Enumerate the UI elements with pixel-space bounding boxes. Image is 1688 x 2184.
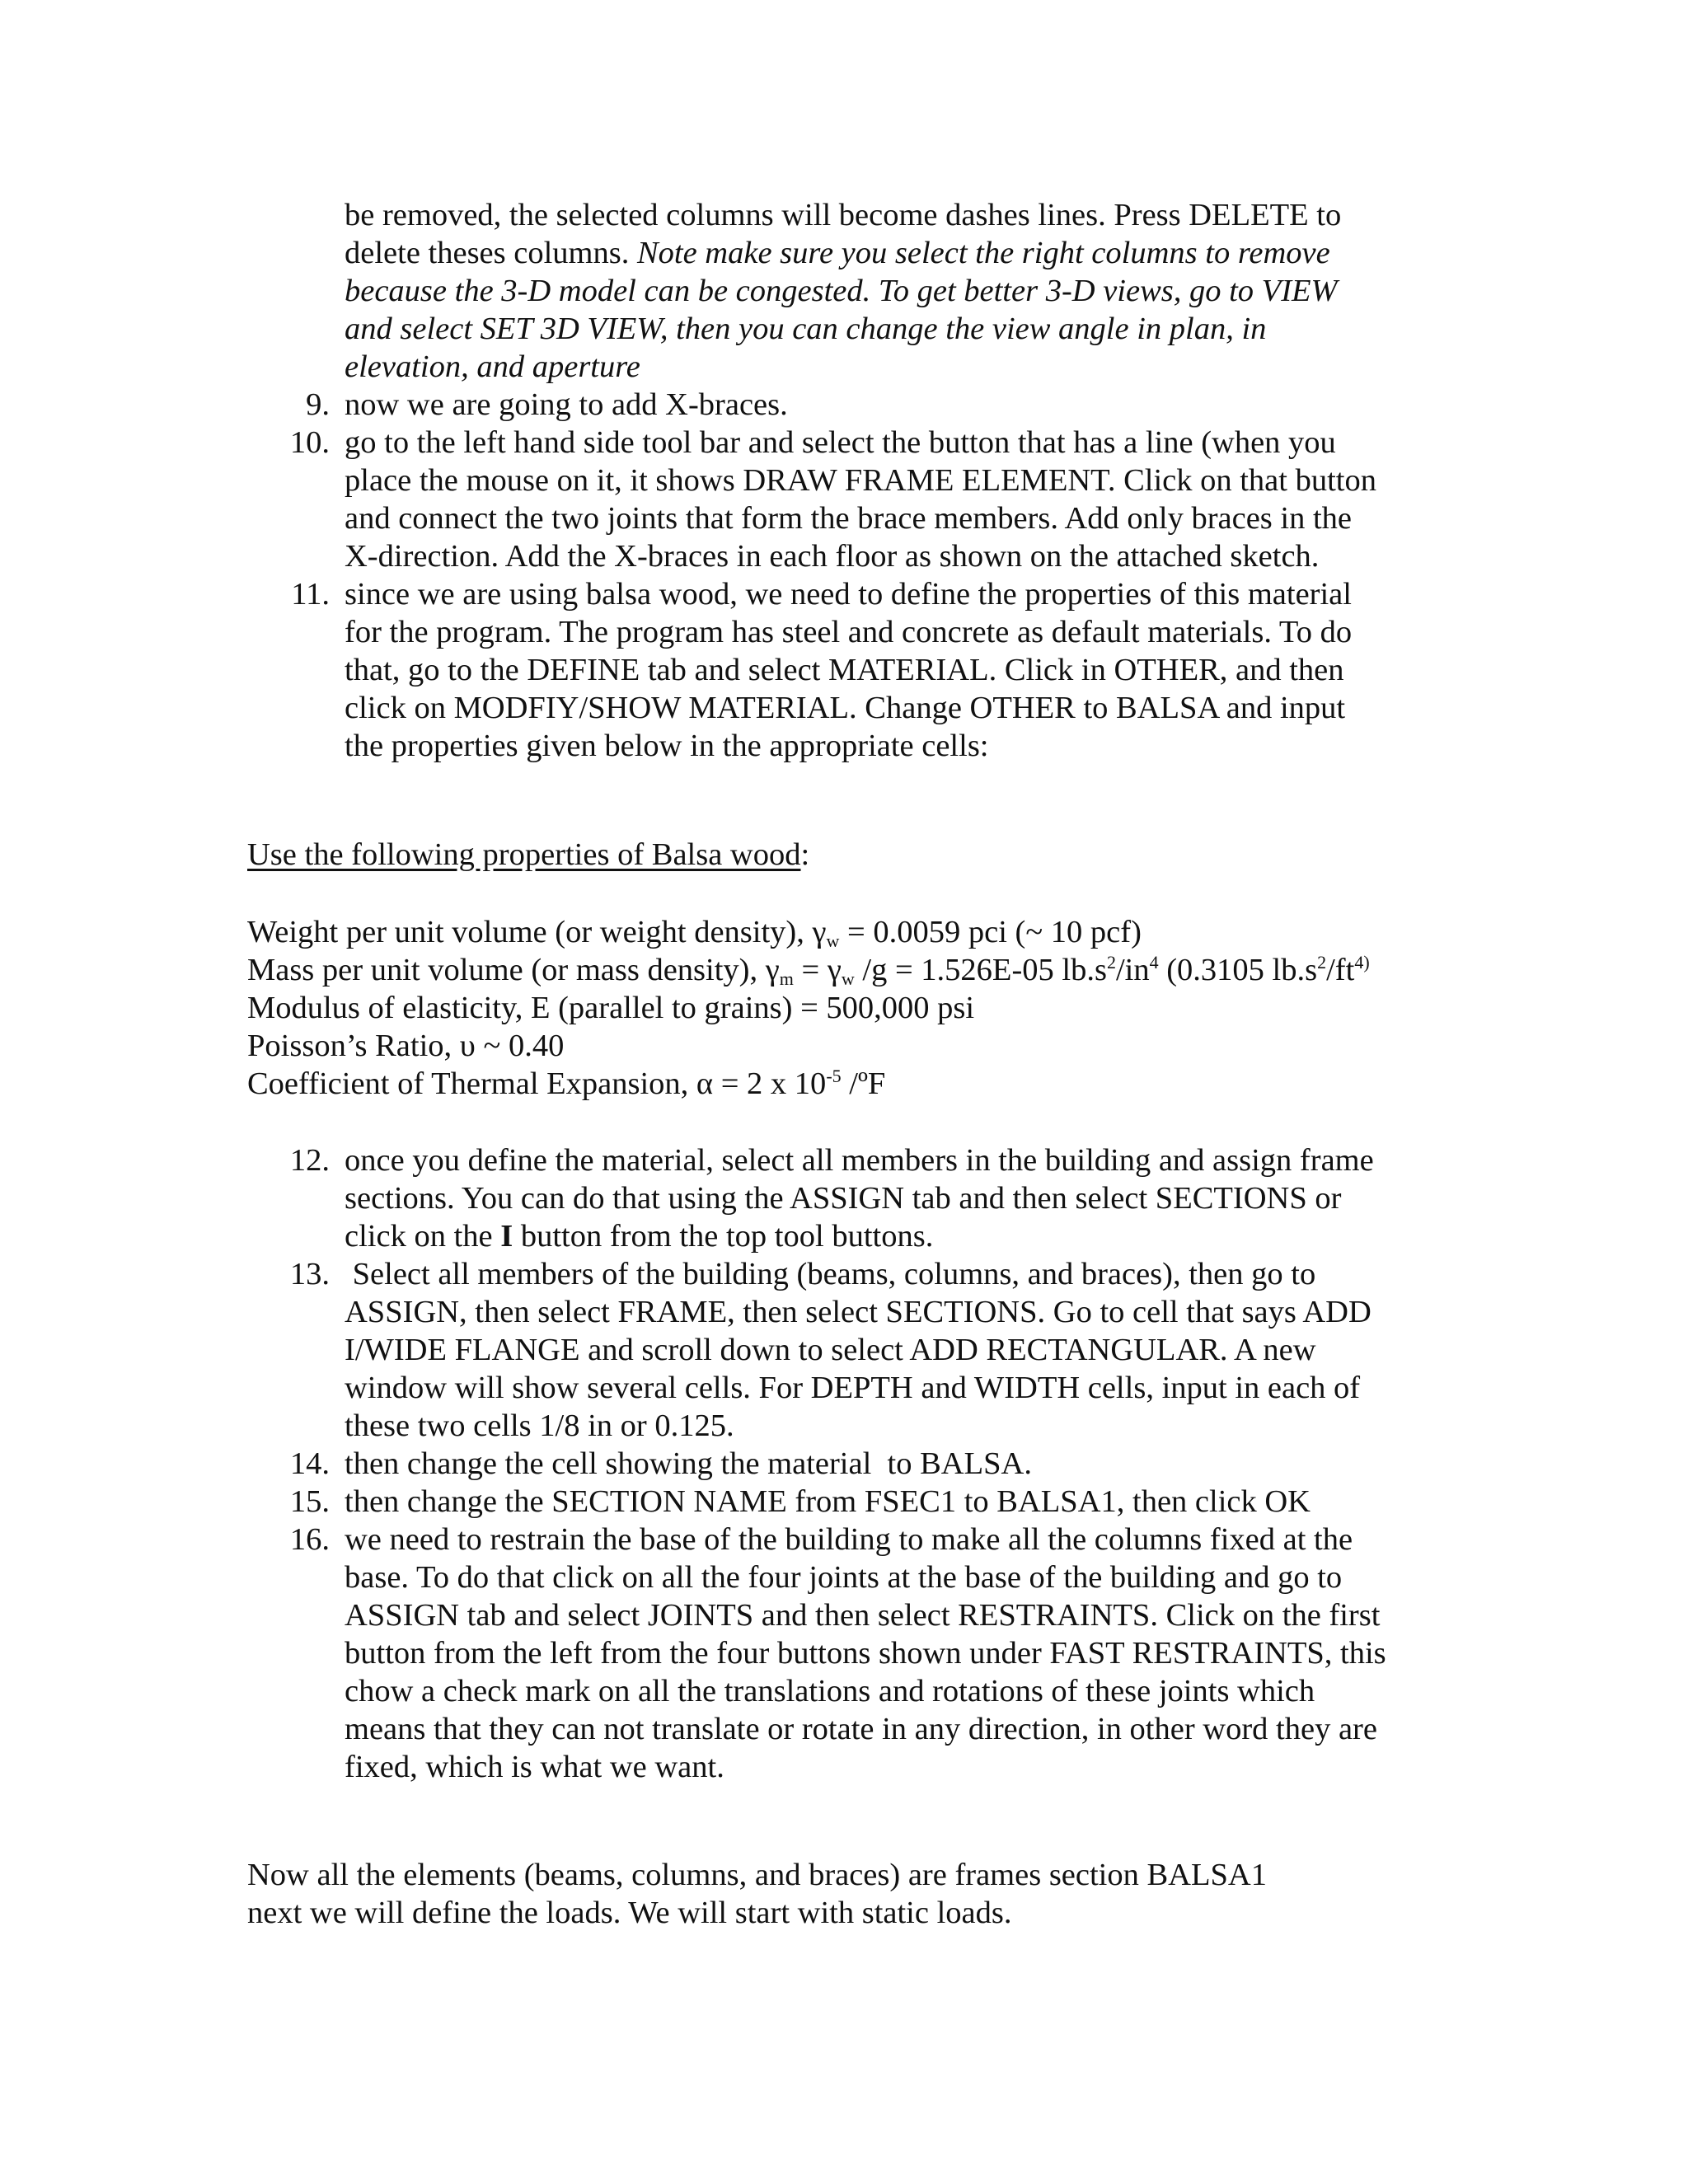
list-line: since we are using balsa wood, we need to define the properties of this material: [345, 577, 1352, 612]
intro-line-1: be removed, the selected columns will become dashes lines. Press DELETE to: [345, 198, 1342, 232]
properties-heading: Use the following properties of Balsa wood:: [247, 837, 810, 872]
list-line: I/WIDE FLANGE and scroll down to select ADD RECTANGULAR. A new: [345, 1333, 1316, 1367]
list-line: for the program. The program has steel and concrete as default materials. To do: [345, 615, 1353, 649]
steps-list-b: [247, 1141, 1484, 1786]
property-weight-density: Weight per unit volume (or weight density), $\gamma_w = 0.0059$ pci (~ 10 pcf): [247, 915, 1142, 951]
list-item-12: [247, 1141, 1484, 1255]
list-number: 12.: [289, 1143, 330, 1178]
list-number: 15.: [289, 1484, 330, 1519]
list-item-16: [247, 1521, 1484, 1786]
list-item-15: [247, 1483, 1484, 1521]
list-line: window will show several cells. For DEPTH and WIDTH cells, input in each of: [345, 1371, 1361, 1405]
list-line: place the mouse on it, it shows DRAW FRAME ELEMENT. Click on that button: [345, 463, 1376, 498]
steps-list-a: [247, 386, 1484, 765]
intro-line-3: because the 3-D model can be congested. To get better 3-D views, go to VIEW: [345, 274, 1338, 308]
list-line: we need to restrain the base of the building to make all the columns fixed at the: [345, 1522, 1353, 1557]
list-line: Select all members of the building (beams, columns, and braces), then go to: [345, 1257, 1316, 1291]
list-line: then change the cell showing the material to BALSA.: [345, 1446, 1032, 1481]
closing-line-1: Now all the elements (beams, columns, and braces) are frames section BALSA1: [247, 1858, 1267, 1892]
intro-line-2-italic: Note make sure you select the right columns to remove: [636, 236, 1330, 270]
list-line: once you define the material, select all members in the building and assign frame: [345, 1143, 1374, 1178]
intro-line-5: elevation, and aperture: [345, 349, 640, 384]
list-line: that, go to the DEFINE tab and select MATERIAL. Click in OTHER, and then: [345, 653, 1344, 687]
list-line: click on MODFIY/SHOW MATERIAL. Change OTHER to BALSA and input: [345, 691, 1346, 725]
list-line: now we are going to add X-braces.: [345, 387, 788, 422]
property-thermal-expansion: Coefficient of Thermal Expansion, α = 2 x $10^{-5}$ /ºF: [247, 1066, 886, 1101]
list-number: 13.: [289, 1257, 330, 1291]
closing-line-2: next we will define the loads. We will start with static loads.: [247, 1896, 1012, 1930]
list-line: button from the left from the four buttons shown under FAST RESTRAINTS, this: [345, 1636, 1386, 1671]
list-line: fixed, which is what we want.: [345, 1750, 724, 1784]
list-line: click on the I button from the top tool buttons.: [345, 1219, 934, 1254]
list-line: then change the SECTION NAME from FSEC1 to BALSA1, then click OK: [345, 1484, 1311, 1519]
list-number: 11.: [291, 577, 330, 612]
list-item-10: [247, 424, 1484, 575]
list-line: the properties given below in the appropriate cells:: [345, 729, 989, 763]
list-item-13: [247, 1255, 1484, 1445]
property-poisson: Poisson’s Ratio, υ ~ 0.40: [247, 1029, 565, 1063]
list-line: chow a check mark on all the translations and rotations of these joints which: [345, 1674, 1315, 1708]
list-number: 16.: [289, 1522, 330, 1557]
list-item-11: [247, 575, 1484, 765]
intro-line-4: and select SET 3D VIEW, then you can change the view angle in plan, in: [345, 312, 1267, 346]
list-item-14: [247, 1445, 1484, 1483]
list-line: these two cells 1/8 in or 0.125.: [345, 1408, 734, 1443]
list-number: 14.: [289, 1446, 330, 1481]
property-modulus: Modulus of elasticity, E (parallel to grains) = 500,000 psi: [247, 991, 975, 1025]
intro-line-2: [345, 234, 1330, 272]
list-line: and connect the two joints that form the brace members. Add only braces in the: [345, 501, 1353, 536]
list-line: X-direction. Add the X-braces in each floor as shown on the attached sketch.: [345, 539, 1320, 574]
list-number: 9.: [306, 387, 330, 422]
list-number: 10.: [289, 425, 330, 460]
list-line: ASSIGN tab and select JOINTS and then select RESTRAINTS. Click on the first: [345, 1598, 1381, 1633]
intro-line-2-plain: delete theses columns.: [345, 236, 637, 270]
list-line: ASSIGN, then select FRAME, then select SECTIONS. Go to cell that says ADD: [345, 1295, 1372, 1329]
property-mass-density: Mass per unit volume (or mass density), $\gamma_m = \gamma_w$ /g = 1.526E-05 $lb.s^2/in^4$ (0.3105 $lb.s^2/ft^{4)}$: [247, 952, 1370, 989]
list-line: go to the left hand side tool bar and select the button that has a line (when you: [345, 425, 1336, 460]
list-line: means that they can not translate or rotate in any direction, in other word they are: [345, 1712, 1377, 1746]
list-line: sections. You can do that using the ASSIGN tab and then select SECTIONS or: [345, 1181, 1342, 1216]
list-item-9: [247, 386, 1484, 424]
list-line: base. To do that click on all the four joints at the base of the building and go to: [345, 1560, 1343, 1595]
